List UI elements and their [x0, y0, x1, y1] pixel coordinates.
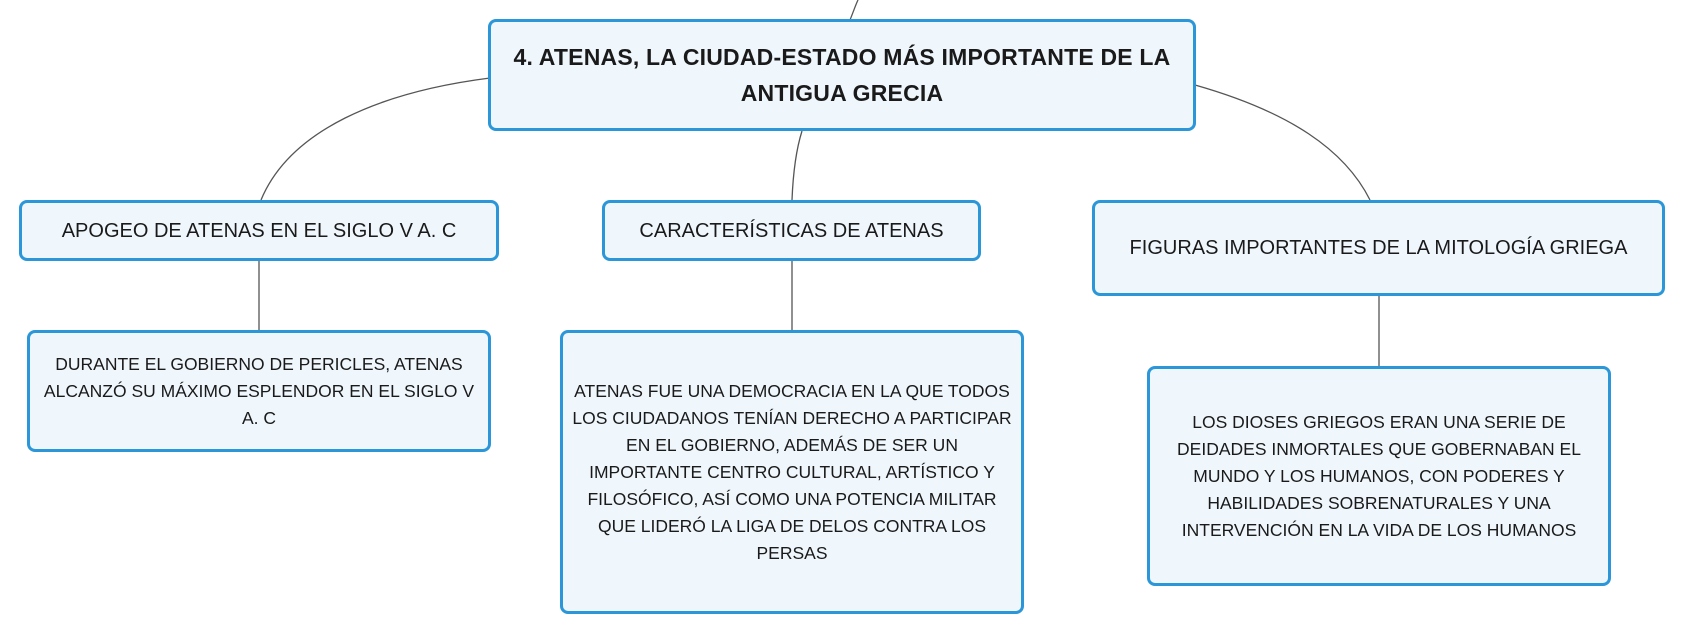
- connector-main-to-apogeo: [261, 78, 490, 200]
- subtopic-text-caracteristicas: ATENAS FUE UNA DEMOCRACIA EN LA QUE TODOS LOS CIUDADANOS TENÍAN DERECHO A PARTICIPAR EN EL GOBIERNO, ADEMÁS DE SER UN IMPORTANTE CENTRO CULTURAL, ARTÍSTICO Y FILOSÓFICO, ASÍ COMO UNA POTENCIA MILITAR QUE LIDERÓ LA LIGA DE DELOS CONTRA LOS PERSAS: [572, 380, 1012, 563]
- subtopic-text-figuras: LOS DIOSES GRIEGOS ERAN UNA SERIE DE DEIDADES INMORTALES QUE GOBERNABAN EL MUNDO Y LOS HUMANOS, CON PODERES Y HABILIDADES SOBRENATURALES Y UNA INTERVENCIÓN EN LA VIDA DE LOS HUMANOS: [1177, 411, 1581, 540]
- topic-node-caracteristicas[interactable]: [602, 200, 981, 261]
- connector-main-to-figuras: [1195, 85, 1370, 200]
- subtopic-text-apogeo: DURANTE EL GOBIERNO DE PERICLES, ATENAS ALCANZÓ SU MÁXIMO ESPLENDOR EN EL SIGLO V A. C: [43, 353, 475, 428]
- topic-label-caracteristicas: CARACTERÍSTICAS DE ATENAS: [639, 219, 944, 242]
- main-topic-label: 4. ATENAS, LA CIUDAD-ESTADO MÁS IMPORTANTE DE LA ANTIGUA GRECIA: [513, 44, 1171, 106]
- subtopic-node-caracteristicas[interactable]: [560, 330, 1024, 614]
- subtopic-node-apogeo[interactable]: [27, 330, 491, 452]
- connector-parent-to-main: [850, 0, 858, 20]
- connector-main-to-caracteristicas: [792, 131, 802, 200]
- topic-label-apogeo: APOGEO DE ATENAS EN EL SIGLO V A. C: [61, 219, 457, 242]
- topic-node-apogeo[interactable]: [19, 200, 499, 261]
- subtopic-node-figuras[interactable]: [1147, 366, 1611, 586]
- main-topic-node[interactable]: [488, 19, 1196, 131]
- topic-label-figuras: FIGURAS IMPORTANTES DE LA MITOLOGÍA GRIEGA: [1129, 237, 1628, 259]
- topic-node-figuras[interactable]: [1092, 200, 1665, 296]
